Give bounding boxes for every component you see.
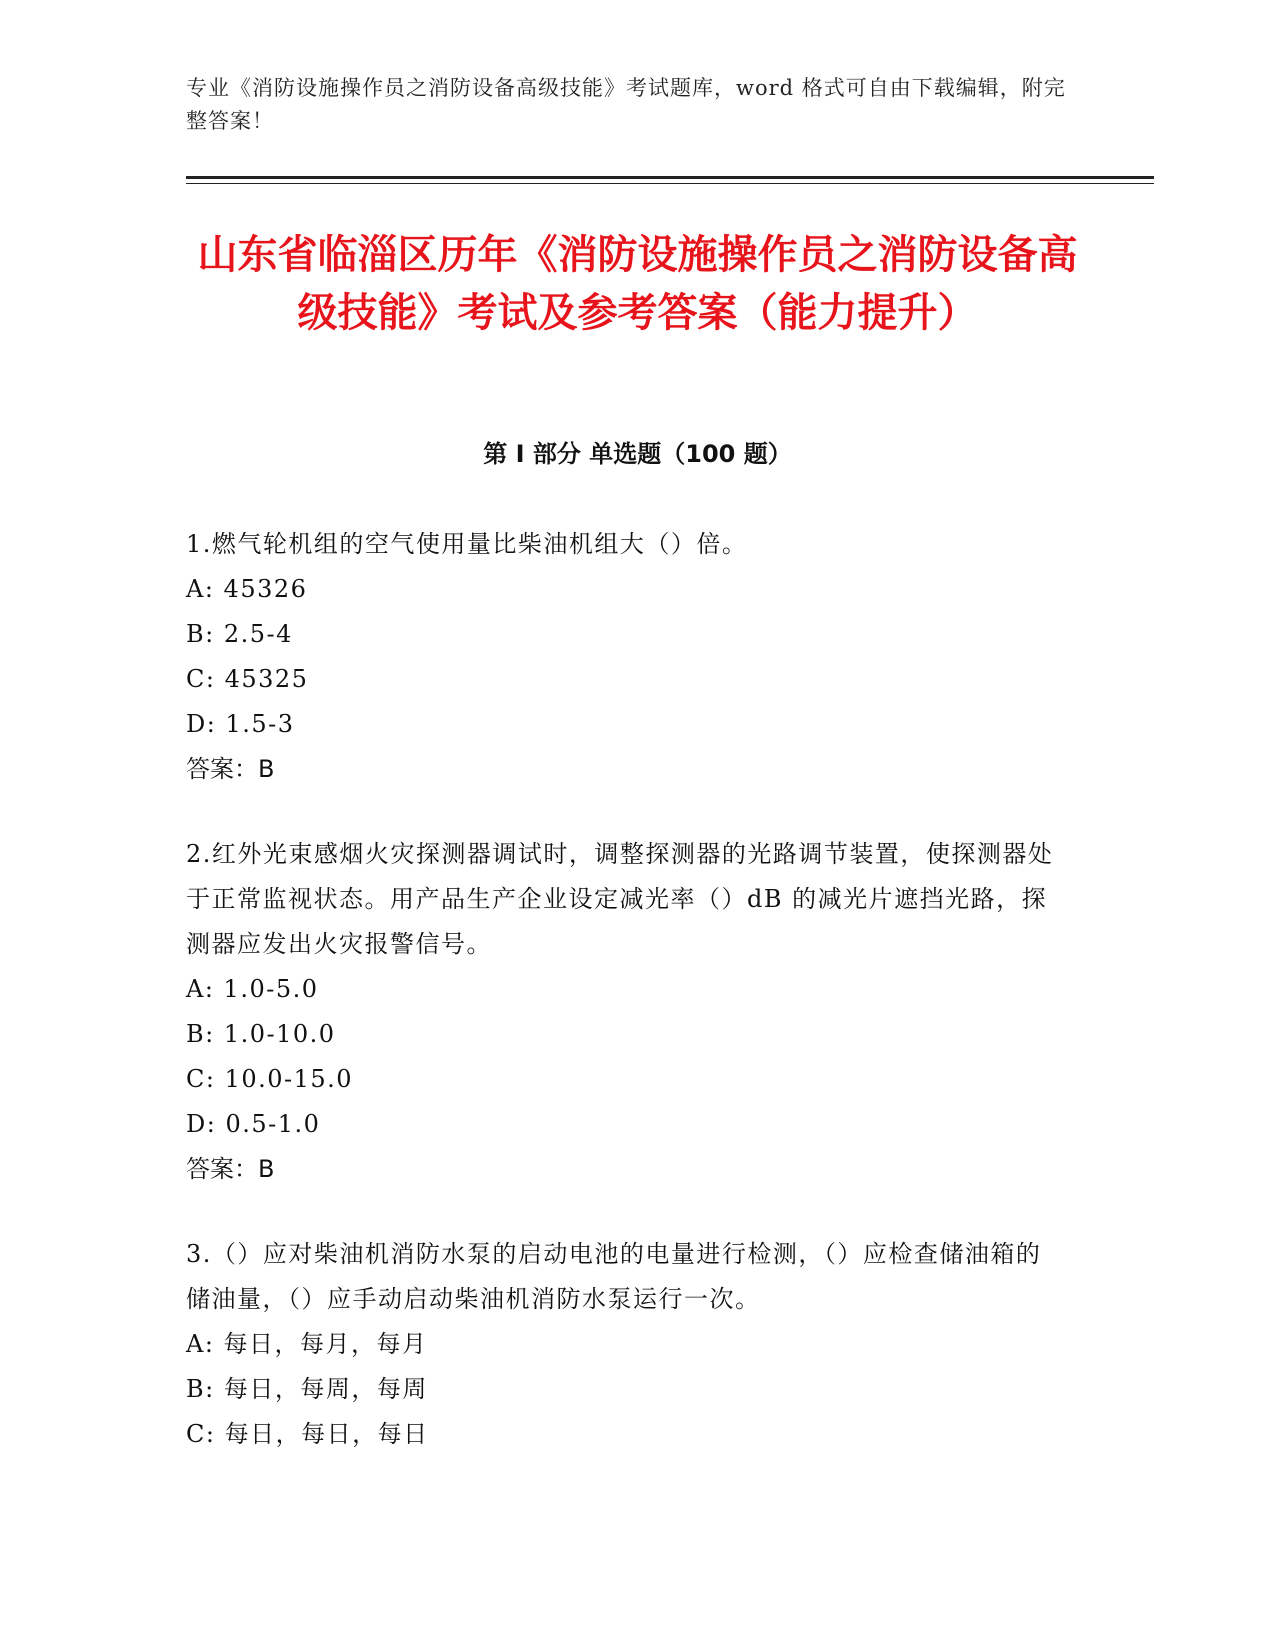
header-divider-thin (186, 183, 1154, 184)
option-c: C: 10.0-15.0 (186, 1065, 354, 1093)
option-a: A: 每日，每月，每月 (186, 1330, 428, 1358)
option-a: A: 1.0-5.0 (186, 975, 319, 1003)
question-list (186, 522, 1066, 1497)
answer: 答案：B (186, 755, 275, 783)
option-b: B: 1.0-10.0 (186, 1020, 336, 1048)
document-title: 山东省临淄区历年《消防设施操作员之消防设备高级技能》考试及参考答案（能力提升） (197, 232, 1078, 336)
option-a: A: 45326 (186, 575, 308, 603)
header-note: 专业《消防设施操作员之消防设备高级技能》考试题库，word 格式可自由下载编辑，附完整答案！ (186, 76, 1066, 133)
option-c: C: 每日，每日，每日 (186, 1420, 429, 1448)
question-1 (186, 522, 1066, 792)
question-stem: 1.燃气轮机组的空气使用量比柴油机组大（）倍。 (186, 530, 748, 558)
option-d: D: 1.5-3 (186, 710, 295, 738)
question-stem: 3.（）应对柴油机消防水泵的启动电池的电量进行检测，（）应检查储油箱的储油量，（）应手动启动柴油机消防水泵运行一次。 (186, 1240, 1042, 1313)
option-c: C: 45325 (186, 665, 309, 693)
question-stem: 2.红外光束感烟火灾探测器调试时，调整探测器的光路调节装置，使探测器处于正常监视状态。用产品生产企业设定减光率（）dB 的减光片遮挡光路，探测器应发出火灾报警信号。 (186, 840, 1054, 958)
option-d: D: 0.5-1.0 (186, 1110, 321, 1138)
option-b: B: 每日，每周，每周 (186, 1375, 428, 1403)
section-title: 第 I 部分 单选题（100 题） (483, 440, 792, 468)
question-2 (186, 832, 1066, 1192)
answer: 答案：B (186, 1155, 275, 1183)
option-b: B: 2.5-4 (186, 620, 293, 648)
question-3 (186, 1232, 1066, 1457)
header-divider-thick (186, 176, 1154, 179)
